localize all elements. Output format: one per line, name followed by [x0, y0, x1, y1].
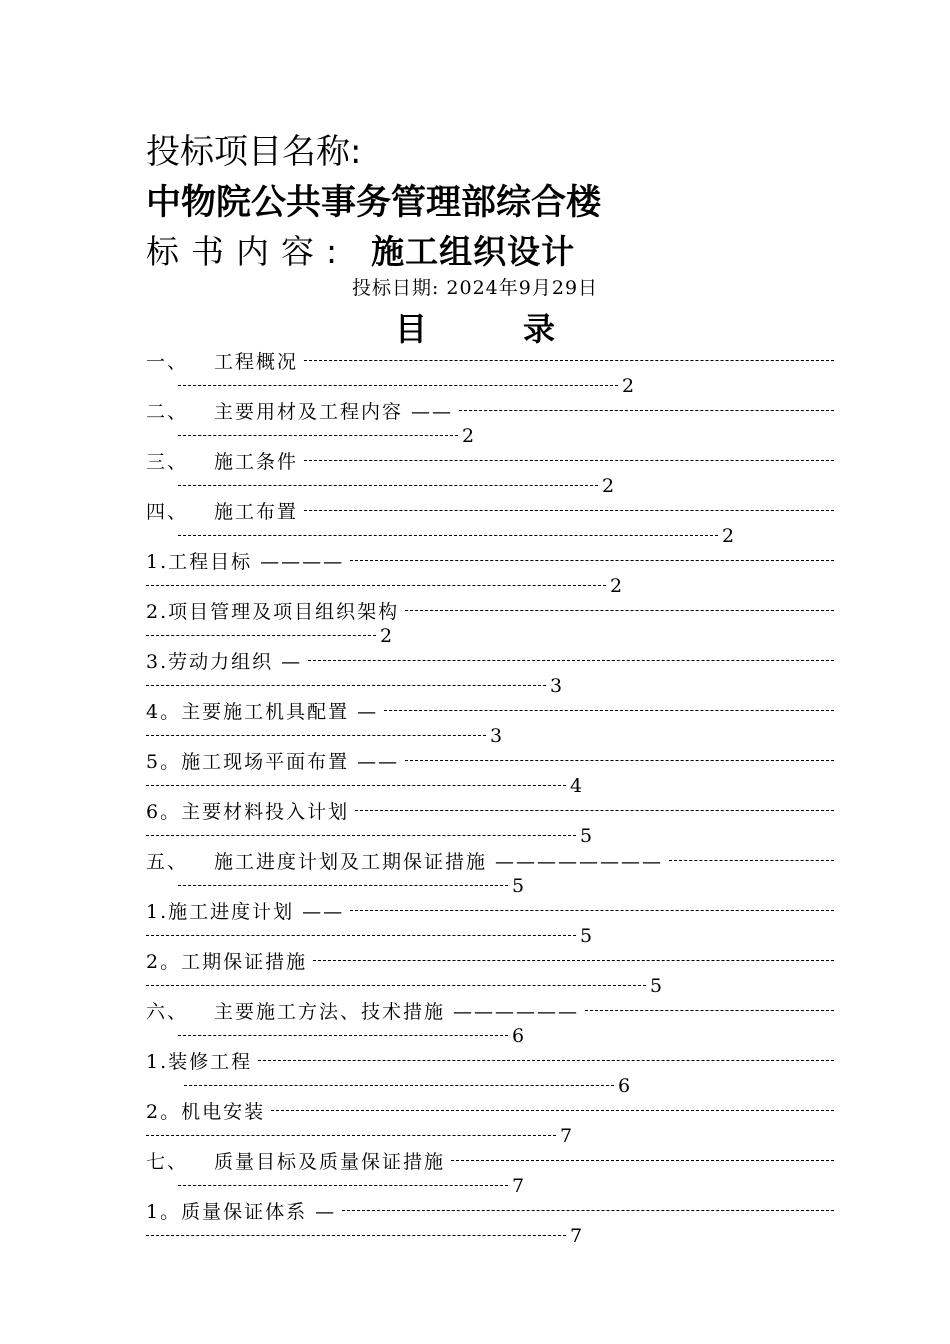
- toc-title: [0, 306, 950, 352]
- toc-entry-number: 七、: [146, 1151, 189, 1173]
- toc-leader: [585, 1010, 834, 1011]
- toc-page-number: 7: [560, 1124, 573, 1147]
- toc-leader: [178, 535, 718, 536]
- toc-entry-label: 6。主要材料投入计划: [146, 801, 350, 823]
- toc-page-number: 2: [610, 574, 623, 597]
- toc-entry[interactable]: [146, 547, 834, 597]
- toc-page-number: 3: [490, 724, 503, 747]
- toc-entry-label: 一、 工程概况: [146, 347, 304, 374]
- toc-entry[interactable]: [146, 497, 834, 547]
- toc-title-text: 目录: [394, 310, 651, 348]
- toc-entry[interactable]: [146, 697, 834, 747]
- toc-page-number: 5: [512, 874, 525, 897]
- toc-entry-label: 四、 施工布置: [146, 497, 304, 524]
- toc-leader: [308, 660, 834, 661]
- toc-entry-number: 二、: [146, 401, 189, 423]
- toc-entry[interactable]: [146, 997, 834, 1047]
- toc-leader: [146, 735, 486, 736]
- toc-page-number: 4: [570, 774, 583, 797]
- toc-leader: [184, 1085, 614, 1086]
- toc-entry[interactable]: [146, 1047, 834, 1097]
- toc-leader: [405, 760, 834, 761]
- toc-page-number: 2: [622, 374, 635, 397]
- content-row: [146, 228, 575, 276]
- toc-leader: [451, 1160, 834, 1161]
- toc-leader: [178, 1035, 508, 1036]
- toc-leader: [271, 1110, 834, 1111]
- toc-leader: [146, 935, 576, 936]
- toc-leader: [146, 585, 606, 586]
- toc-entry-label: 1.施工进度计划 ——: [146, 901, 345, 923]
- toc-entry-label: 5。施工现场平面布置 ——: [146, 751, 400, 773]
- toc-entry[interactable]: [146, 797, 834, 847]
- toc-entry[interactable]: [146, 447, 834, 497]
- toc-entry-number: 四、: [146, 501, 189, 523]
- toc-entry[interactable]: [146, 1097, 834, 1147]
- toc-entry-number: 五、: [146, 851, 189, 873]
- table-of-contents: [146, 347, 834, 1247]
- toc-entry[interactable]: [146, 597, 834, 647]
- toc-entry-label: 1。质量保证体系 —: [146, 1201, 337, 1223]
- toc-page-number: 7: [570, 1224, 583, 1247]
- toc-leader: [669, 860, 834, 861]
- toc-page-number: 2: [722, 524, 735, 547]
- toc-entry[interactable]: [146, 897, 834, 947]
- toc-page-number: 5: [580, 924, 593, 947]
- bid-date: 投标日期: 2024年9月29日: [351, 277, 599, 299]
- toc-leader: [258, 1060, 834, 1061]
- toc-leader: [178, 485, 598, 486]
- toc-leader: [178, 885, 508, 886]
- toc-entry-label: 1.工程目标 ————: [146, 551, 345, 573]
- toc-leader: [304, 510, 834, 511]
- toc-page-number: 5: [650, 974, 663, 997]
- toc-entry[interactable]: [146, 947, 834, 997]
- toc-leader: [146, 985, 646, 986]
- toc-entry-label: 4。主要施工机具配置 —: [146, 701, 379, 723]
- toc-entry[interactable]: [146, 847, 834, 897]
- toc-entry[interactable]: [146, 397, 834, 447]
- toc-leader: [355, 810, 834, 811]
- toc-page-number: 5: [580, 824, 593, 847]
- toc-leader: [304, 360, 834, 361]
- toc-leader: [350, 560, 834, 561]
- toc-leader: [178, 385, 618, 386]
- toc-entry-label: 1.装修工程: [146, 1051, 253, 1073]
- toc-leader: [384, 710, 834, 711]
- toc-entry-label: 2。机电安装: [146, 1101, 266, 1123]
- toc-entry-label: 3.劳动力组织 —: [146, 651, 303, 673]
- toc-leader: [146, 685, 546, 686]
- toc-entry-label: 六、 主要施工方法、技术措施 ——————: [146, 997, 585, 1024]
- content-value: 施工组织设计: [371, 232, 576, 271]
- toc-page-number: 6: [512, 1024, 525, 1047]
- project-label: 投标项目名称:: [146, 132, 362, 172]
- toc-page-number: 2: [462, 424, 475, 447]
- toc-page-number: 6: [618, 1074, 631, 1097]
- toc-leader: [313, 960, 834, 961]
- project-name: 中物院公共事务管理部综合楼: [146, 183, 602, 223]
- toc-leader: [178, 1185, 508, 1186]
- toc-leader: [405, 610, 834, 611]
- toc-leader: [146, 635, 376, 636]
- toc-entry-label: 二、 主要用材及工程内容 ——: [146, 397, 459, 424]
- toc-entry-number: 六、: [146, 1001, 189, 1023]
- toc-entry-label: 三、 施工条件: [146, 447, 304, 474]
- toc-entry-label: 七、 质量目标及质量保证措施: [146, 1147, 451, 1174]
- toc-leader: [146, 1235, 566, 1236]
- toc-entry[interactable]: [146, 347, 834, 397]
- toc-leader: [178, 435, 458, 436]
- toc-entry[interactable]: [146, 647, 834, 697]
- toc-leader: [146, 785, 566, 786]
- toc-leader: [146, 835, 576, 836]
- toc-page-number: 2: [602, 474, 615, 497]
- toc-entry-label: 2。工期保证措施: [146, 951, 308, 973]
- toc-leader: [350, 910, 834, 911]
- toc-entry[interactable]: [146, 1197, 834, 1247]
- toc-entry[interactable]: [146, 747, 834, 797]
- toc-page-number: 7: [512, 1174, 525, 1197]
- toc-leader: [342, 1210, 834, 1211]
- content-label: 标书内容:: [146, 232, 350, 271]
- toc-entry-label: 五、 施工进度计划及工期保证措施 ————————: [146, 847, 669, 874]
- toc-entry-number: 三、: [146, 451, 189, 473]
- toc-leader: [304, 460, 834, 461]
- toc-entry[interactable]: [146, 1147, 834, 1197]
- toc-entry-label: 2.项目管理及项目组织架构: [146, 601, 400, 623]
- toc-page-number: 3: [550, 674, 563, 697]
- toc-page-number: 2: [380, 624, 393, 647]
- toc-entry-number: 一、: [146, 351, 189, 373]
- toc-leader: [459, 410, 834, 411]
- toc-leader: [146, 1135, 556, 1136]
